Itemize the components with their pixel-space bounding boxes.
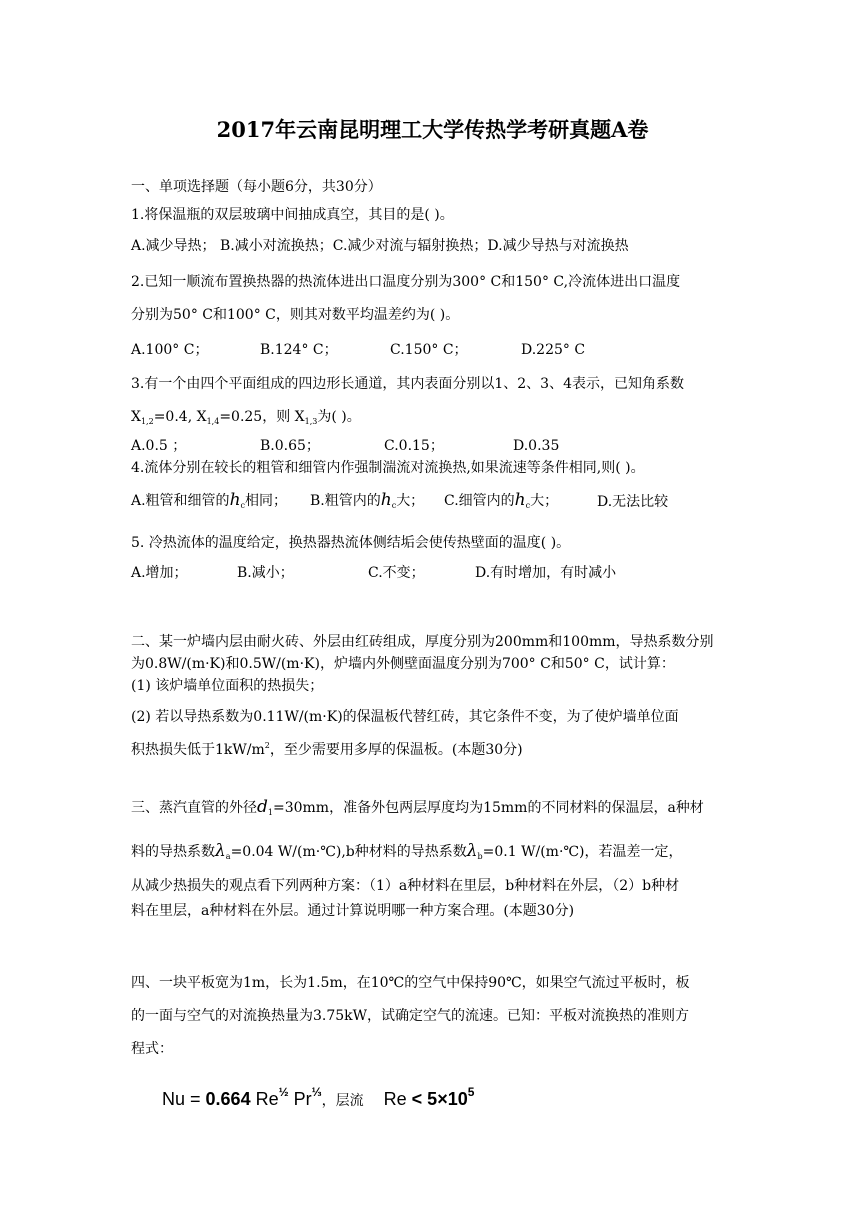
q3-stem-line1: 3.有一个由四个平面组成的四边形长通道，其内表面分别以1、2、3、4表示，已知角系数 xyxy=(131,376,684,392)
laminar-label: ，层流 xyxy=(321,1093,364,1109)
lambda-b-symbol: λ xyxy=(466,841,478,861)
q1-stem: 1.将保温瓶的双层玻璃中间抽成真空，其目的是( )。 xyxy=(131,207,454,223)
q4-option-c-text: C.细管内的 xyxy=(444,493,515,509)
re-term: Re xyxy=(250,1089,279,1109)
less-than: < xyxy=(411,1089,428,1109)
q2-option-b: B.124° C； xyxy=(260,342,338,358)
five: 5 xyxy=(427,1089,438,1109)
section3-line2-mid: =0.04 W/(m·℃),b种材料的导热系数 xyxy=(230,844,467,860)
section2-line5-text: 积热损失低于1kW/m xyxy=(131,742,265,758)
q3-option-c: C.0.15； xyxy=(384,438,444,454)
ten: 10 xyxy=(447,1089,468,1109)
document-title: 2017年云南昆明理工大学传热学考研真题A卷 xyxy=(216,117,649,142)
h-subscript: c xyxy=(525,501,531,510)
q4-option-a-text: A.粗管和细管的 xyxy=(131,493,230,509)
lambda-a-subscript: a xyxy=(225,852,231,861)
x14-subscript: 1,4 xyxy=(206,417,220,426)
section3-line1 xyxy=(131,798,704,822)
x12-subscript: 1,2 xyxy=(140,417,154,426)
section3-line1-tail: =30mm，准备外包两层厚度均为15mm的不同材料的保温层，a种材 xyxy=(272,800,704,816)
q3-option-a: A.0.5 ； xyxy=(131,438,187,454)
q4-stem: 4.流体分别在较长的粗管和细管内作强制湍流对流换热,如果流速等条件相同,则( )。 xyxy=(131,460,645,476)
q3-option-b: B.0.65； xyxy=(260,438,320,454)
exponent-five: 5 xyxy=(467,1085,475,1099)
q4-option-a-tail: 相同； xyxy=(245,493,287,509)
section3-line2-text: 料的导热系数 xyxy=(131,844,215,860)
q5-option-b: B.减小； xyxy=(237,565,294,581)
nusselt-formula xyxy=(162,1078,474,1115)
coefficient: 0.664 xyxy=(205,1089,251,1109)
section2-line4: (2) 若以导热系数为0.11W/(m·K)的保温板代替红砖，其它条件不变，为了使炉墙单位面 xyxy=(131,709,679,725)
section4-line1: 四、一块平板宽为1m，长为1.5m，在10℃的空气中保持90℃，如果空气流过平板时，板 xyxy=(131,975,690,991)
q2-option-d: D.225° C xyxy=(521,342,586,358)
q4-option-b-tail: 大； xyxy=(396,493,425,509)
q4-option-d: D.无法比较 xyxy=(597,494,669,510)
q2-stem-line1: 2.已知一顺流布置换热器的热流体进出口温度分别为300° C和150° C,冷流体进出口温度 xyxy=(131,274,681,290)
times: × xyxy=(437,1089,448,1109)
section3-line4: 料在里层，a种材料在外层。通过计算说明哪一种方案合理。(本题30分) xyxy=(131,903,575,919)
lambda-b-subscript: b xyxy=(477,852,483,861)
section2-line5 xyxy=(131,737,523,759)
section2-line1: 二、某一炉墙内层由耐火砖、外层由红砖组成，厚度分别为200mm和100mm，导热系数分别 xyxy=(131,634,714,650)
q2-stem-line2: 分别为50° C和100° C，则其对数平均温差约为( )。 xyxy=(131,307,460,323)
h-symbol: h xyxy=(380,490,392,510)
x12-symbol: X xyxy=(131,409,141,425)
section3-line1-text: 三、蒸汽直管的外径 xyxy=(131,800,257,816)
section3-line3: 从减少热损失的观点看下列两种方案：（1）a种材料在里层，b种材料在外层，（2）b种材 xyxy=(131,878,680,894)
x12-value: =0.4, xyxy=(153,409,197,425)
x13-tail: 为( )。 xyxy=(317,409,361,425)
x13-symbol: X xyxy=(294,409,305,425)
x13-subscript: 1,3 xyxy=(304,417,318,426)
d-symbol: d xyxy=(257,797,268,817)
q4-option-c-tail: 大； xyxy=(530,493,559,509)
section2-line2: 为0.8W/(m·K)和0.5W/(m·K)，炉墙内外侧壁面温度分别为700° C和50° C，试计算： xyxy=(131,656,675,672)
lambda-a-symbol: λ xyxy=(215,841,226,861)
x14-value: =0.25，则 xyxy=(219,409,295,425)
h-symbol: h xyxy=(229,490,241,510)
q3-stem-line2 xyxy=(131,408,361,431)
q1-options: A.减少导热； B.减小对流换热；C.减少对流与辐射换热；D.减少导热与对流换热 xyxy=(131,238,629,254)
q2-option-a: A.100° C； xyxy=(131,342,209,358)
x14-symbol: X xyxy=(196,409,207,425)
pr-term: Pr xyxy=(288,1089,312,1109)
h-subscript: c xyxy=(391,501,397,510)
pr-exponent: ⅓ xyxy=(311,1085,322,1099)
q5-option-a: A.增加； xyxy=(131,565,188,581)
section2-line3: (1) 该炉墙单位面积的热损失； xyxy=(131,678,324,694)
section4-line3: 程式： xyxy=(131,1041,173,1057)
q3-option-d: D.0.35 xyxy=(513,438,560,454)
section1-heading: 一、单项选择题（每小题6分，共30分） xyxy=(131,179,382,195)
section3-line2 xyxy=(131,842,683,866)
q4-option-a xyxy=(131,491,287,515)
section3-line2-tail: =0.1 W/(m·℃)，若温差一定， xyxy=(482,844,683,860)
nu-term: Nu = xyxy=(162,1089,206,1109)
condition-re: Re xyxy=(363,1089,412,1109)
d-subscript: 1 xyxy=(267,808,273,817)
q5-option-d: D.有时增加，有时减小 xyxy=(475,565,617,581)
squared-superscript: 2 xyxy=(264,741,270,750)
q4-option-b-text: B.粗管内的 xyxy=(310,493,381,509)
q2-option-c: C.150° C； xyxy=(390,342,468,358)
h-subscript: c xyxy=(240,501,245,510)
q4-option-c xyxy=(444,491,558,515)
q5-option-c: C.不变； xyxy=(368,565,425,581)
h-symbol: h xyxy=(514,490,526,510)
re-exponent: ½ xyxy=(278,1085,289,1099)
q4-option-b xyxy=(310,491,424,515)
section4-line2: 的一面与空气的对流换热量为3.75kW，试确定空气的流速。已知：平板对流换热的准则方 xyxy=(131,1008,690,1024)
q5-stem: 5. 冷热流体的温度给定，换热器热流体侧结垢会使传热壁面的温度( )。 xyxy=(131,535,571,551)
section2-line5-tail: ，至少需要用多厚的保温板。(本题30分) xyxy=(269,742,523,758)
